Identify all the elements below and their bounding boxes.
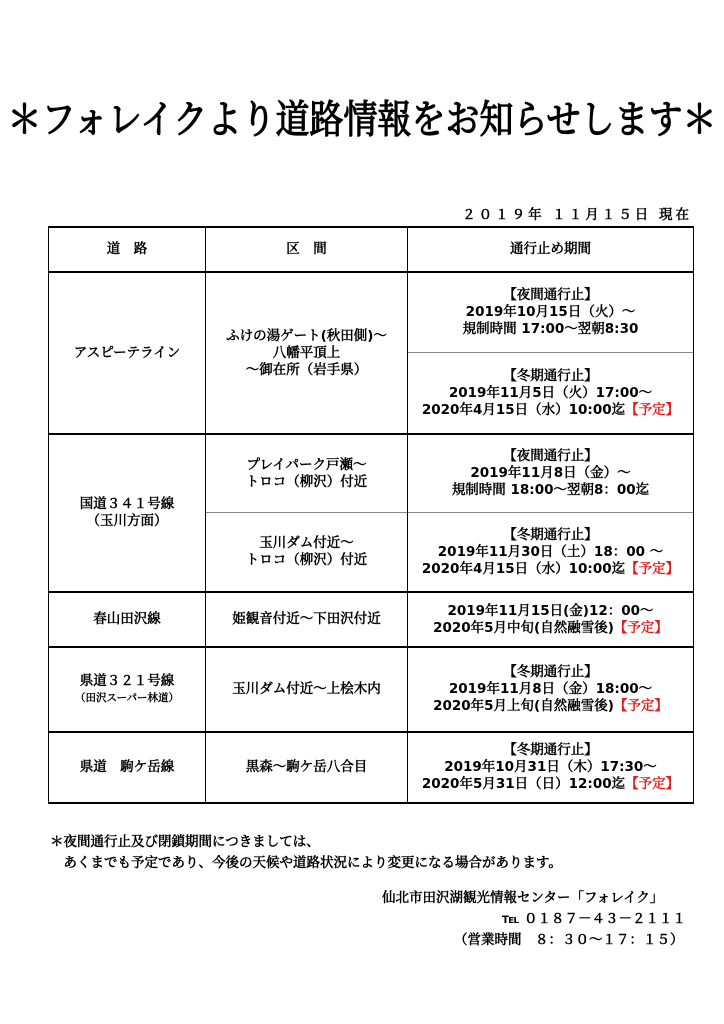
section-line: ～御在所（岩手県） [245, 361, 368, 378]
closure-period [408, 732, 694, 803]
note-line: ＊夜間通行止及び閉鎖期間につきましては、 [50, 834, 320, 850]
closure-line: 規制時間 18:00～翌朝8：00迄 [451, 482, 650, 498]
header-section: 区 間 [206, 227, 408, 272]
table-row [49, 647, 694, 732]
closure-line: 2020年4月15日（水）10:00迄【予定】 [421, 560, 680, 577]
closure-line: 2019年11月15日(金)12：00～ [447, 602, 654, 619]
road-section: 黒森～駒ケ岳八合目 [206, 732, 408, 803]
table-row [49, 592, 694, 647]
closure-line: 2020年4月15日（水）10:00迄【予定】 [421, 401, 680, 418]
note-line: あくまでも予定であり、今後の天候や道路状況により変更になる場合があります。 [50, 855, 562, 871]
road-section: 玉川ダム付近～上桧木内 [206, 647, 408, 732]
closure-period [408, 647, 694, 732]
tentative-tag: 【予定】 [613, 698, 668, 714]
closure-type: 【冬期通行止】 [503, 742, 598, 758]
tentative-tag: 【予定】 [613, 619, 668, 636]
road-closure-table [48, 226, 694, 804]
section-line: ふけの湯ゲート(秋田側)～ [226, 327, 387, 344]
road-name-line: 県道３２１号線 [79, 672, 175, 689]
closure-line: 2019年11月5日（火）17:00～ [448, 384, 653, 401]
closure-type: 【冬期通行止】 [503, 367, 598, 384]
section-line: プレイパーク戸瀬～ [246, 456, 367, 473]
header-period: 通行止め期間 [408, 227, 694, 272]
header-road: 道 路 [49, 227, 206, 272]
road-name: 県道 駒ケ岳線 [49, 732, 206, 803]
closure-type: 【夜間通行止】 [503, 287, 598, 303]
closure-line: 2019年10月31日（木）17:30～ [444, 759, 657, 775]
organization-name: 仙北市田沢湖観光情報センター「フォレイク」 [382, 890, 664, 906]
road-name-subline: （田沢スーパー林道） [75, 691, 179, 704]
closure-line: 2019年11月30日（土）18：00 ～ [437, 543, 664, 560]
road-section [206, 434, 408, 513]
closure-type: 【冬期通行止】 [503, 664, 598, 680]
section-line: トロコ（柳沢）付近 [245, 473, 368, 490]
closure-type: 【冬期通行止】 [503, 526, 598, 543]
contact-footer [382, 888, 686, 951]
road-section [206, 513, 408, 593]
table-row [49, 732, 694, 803]
road-name: アスピーテライン [49, 272, 206, 434]
road-name: 春山田沢線 [49, 592, 206, 647]
table-row [49, 434, 694, 513]
road-section: 姫観音付近～下田沢付近 [206, 592, 408, 647]
closure-period [408, 353, 694, 435]
road-section [206, 272, 408, 434]
road-name [49, 647, 206, 732]
tentative-tag: 【予定】 [625, 401, 680, 418]
tentative-tag: 【予定】 [625, 560, 680, 577]
closure-line: 2020年5月中旬(自然融雪後)【予定】 [433, 619, 668, 636]
tentative-tag: 【予定】 [625, 776, 680, 792]
closure-line: 2020年5月31日（日）12:00迄【予定】 [421, 776, 680, 792]
closure-period [408, 592, 694, 647]
section-line: 八幡平頂上 [272, 344, 341, 361]
as-of-date: ２０１９年 １１月１５日 現在 [462, 207, 692, 223]
closure-period [408, 272, 694, 353]
closure-line: 2019年11月8日（金）～ [470, 465, 631, 481]
closure-line: 2019年10月15日（火）～ [465, 304, 636, 320]
closure-period [408, 513, 694, 593]
closure-period [408, 434, 694, 513]
closure-line: 2019年11月8日（金）18:00～ [448, 681, 653, 697]
road-name-subline: （玉川方面） [86, 513, 168, 529]
closure-type: 【夜間通行止】 [503, 448, 598, 464]
table-header-row [49, 227, 694, 272]
section-line: トロコ（柳沢）付近 [245, 552, 368, 568]
table-row [49, 272, 694, 353]
notes [50, 832, 562, 874]
road-name-line: 国道３４１号線 [79, 496, 175, 512]
road-name [49, 434, 206, 592]
business-hours: （営業時間 ８：３０～１７：１５） [454, 932, 684, 948]
section-line: 玉川ダム付近～ [259, 535, 354, 551]
phone-number: ℡ ０１８７－４３－２１１１ [502, 911, 686, 927]
page-title: ＊フォレイクより道路情報をお知らせします＊ [7, 97, 717, 144]
closure-line: 規制時間 17:00～翌朝8:30 [462, 321, 639, 337]
closure-line: 2020年5月上旬(自然融雪後)【予定】 [433, 698, 668, 714]
